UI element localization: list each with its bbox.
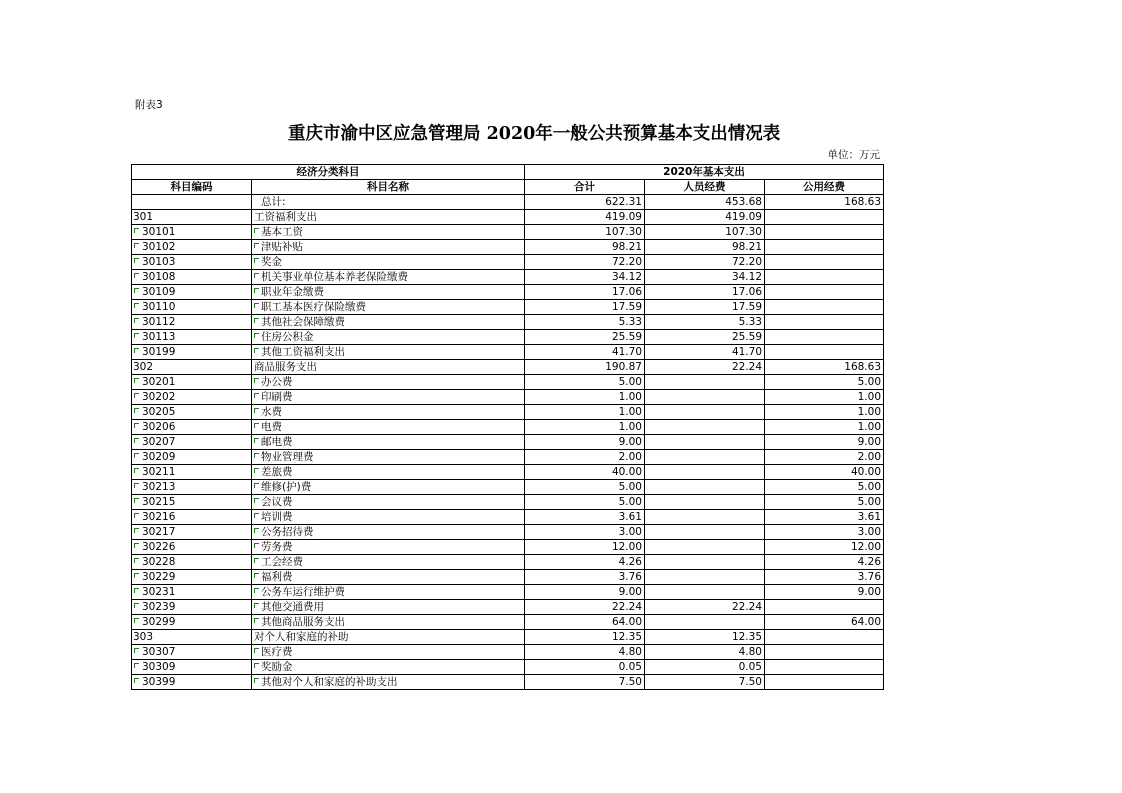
cell-code: 30109 (132, 285, 252, 300)
unit-label: 单位：万元 (827, 149, 880, 161)
cell-public: 5.00 (765, 375, 884, 390)
cell-code: 30108 (132, 270, 252, 285)
cell-personnel: 4.80 (645, 645, 765, 660)
cell-total: 12.35 (525, 630, 645, 645)
cell-name: 办公费 (252, 375, 525, 390)
table-row (132, 495, 884, 510)
cell-name: 工资福利支出 (252, 210, 525, 225)
cell-code: 30239 (132, 600, 252, 615)
table-row (132, 540, 884, 555)
cell-name: 其他社会保障缴费 (252, 315, 525, 330)
cell-code: 30201 (132, 375, 252, 390)
cell-code: 30202 (132, 390, 252, 405)
cell-personnel (645, 375, 765, 390)
cell-public: 2.00 (765, 450, 884, 465)
cell-personnel: 7.50 (645, 675, 765, 690)
table-row (132, 345, 884, 360)
header-name: 科目名称 (252, 180, 525, 195)
cell-public: 3.61 (765, 510, 884, 525)
cell-personnel (645, 465, 765, 480)
cell-total: 5.33 (525, 315, 645, 330)
table-row (132, 330, 884, 345)
cell-public (765, 645, 884, 660)
cell-personnel (645, 480, 765, 495)
table-row (132, 645, 884, 660)
cell-personnel (645, 390, 765, 405)
cell-total: 34.12 (525, 270, 645, 285)
cell-personnel: 453.68 (645, 195, 765, 210)
cell-public (765, 255, 884, 270)
cell-code: 30103 (132, 255, 252, 270)
cell-public (765, 630, 884, 645)
cell-code: 303 (132, 630, 252, 645)
cell-public (765, 330, 884, 345)
cell-personnel: 41.70 (645, 345, 765, 360)
cell-personnel: 12.35 (645, 630, 765, 645)
cell-name: 职工基本医疗保险缴费 (252, 300, 525, 315)
cell-name: 印刷费 (252, 390, 525, 405)
table-row (132, 465, 884, 480)
cell-public (765, 345, 884, 360)
cell-name: 机关事业单位基本养老保险缴费 (252, 270, 525, 285)
cell-total: 622.31 (525, 195, 645, 210)
cell-public (765, 300, 884, 315)
cell-total: 5.00 (525, 375, 645, 390)
cell-public: 3.76 (765, 570, 884, 585)
cell-total: 17.59 (525, 300, 645, 315)
cell-code: 30215 (132, 495, 252, 510)
cell-total: 22.24 (525, 600, 645, 615)
cell-total: 72.20 (525, 255, 645, 270)
cell-code: 30206 (132, 420, 252, 435)
cell-total: 7.50 (525, 675, 645, 690)
cell-personnel: 25.59 (645, 330, 765, 345)
header-code: 科目编码 (132, 180, 252, 195)
cell-personnel: 34.12 (645, 270, 765, 285)
table-row (132, 510, 884, 525)
cell-total: 0.05 (525, 660, 645, 675)
cell-name: 医疗费 (252, 645, 525, 660)
cell-name: 商品服务支出 (252, 360, 525, 375)
cell-personnel (645, 555, 765, 570)
table-row (132, 195, 884, 210)
cell-code: 30211 (132, 465, 252, 480)
cell-personnel (645, 615, 765, 630)
cell-code: 30226 (132, 540, 252, 555)
table-row (132, 555, 884, 570)
table-row (132, 315, 884, 330)
cell-public: 168.63 (765, 195, 884, 210)
cell-code: 30199 (132, 345, 252, 360)
table-row (132, 435, 884, 450)
cell-name: 其他交通费用 (252, 600, 525, 615)
cell-code: 30102 (132, 240, 252, 255)
cell-public: 12.00 (765, 540, 884, 555)
cell-total: 107.30 (525, 225, 645, 240)
cell-total: 1.00 (525, 390, 645, 405)
cell-total: 40.00 (525, 465, 645, 480)
cell-name: 奖金 (252, 255, 525, 270)
cell-public (765, 225, 884, 240)
cell-name: 培训费 (252, 510, 525, 525)
cell-code (132, 195, 252, 210)
table-row (132, 390, 884, 405)
cell-total: 9.00 (525, 585, 645, 600)
cell-code: 302 (132, 360, 252, 375)
cell-personnel (645, 420, 765, 435)
cell-total: 64.00 (525, 615, 645, 630)
cell-public: 5.00 (765, 480, 884, 495)
cell-public: 9.00 (765, 585, 884, 600)
cell-personnel: 5.33 (645, 315, 765, 330)
cell-personnel: 22.24 (645, 600, 765, 615)
cell-name: 对个人和家庭的补助 (252, 630, 525, 645)
cell-personnel: 0.05 (645, 660, 765, 675)
cell-name: 其他商品服务支出 (252, 615, 525, 630)
cell-personnel (645, 585, 765, 600)
table-body (132, 195, 884, 690)
cell-personnel (645, 495, 765, 510)
cell-personnel: 17.06 (645, 285, 765, 300)
table-row (132, 585, 884, 600)
table-row (132, 255, 884, 270)
table-row (132, 675, 884, 690)
table-row (132, 615, 884, 630)
cell-total: 41.70 (525, 345, 645, 360)
header-public: 公用经费 (765, 180, 884, 195)
table-row (132, 225, 884, 240)
page-title: 重庆市渝中区应急管理局 2020年一般公共预算基本支出情况表 (288, 124, 781, 144)
cell-public (765, 675, 884, 690)
cell-public: 64.00 (765, 615, 884, 630)
cell-personnel (645, 435, 765, 450)
cell-name: 津贴补贴 (252, 240, 525, 255)
table-row (132, 660, 884, 675)
cell-name: 公务招待费 (252, 525, 525, 540)
cell-name: 维修(护)费 (252, 480, 525, 495)
cell-total: 3.76 (525, 570, 645, 585)
table-row (132, 285, 884, 300)
cell-name: 福利费 (252, 570, 525, 585)
cell-total: 4.80 (525, 645, 645, 660)
cell-public (765, 315, 884, 330)
cell-personnel (645, 525, 765, 540)
cell-code: 30231 (132, 585, 252, 600)
cell-public: 40.00 (765, 465, 884, 480)
cell-public: 4.26 (765, 555, 884, 570)
cell-name: 会议费 (252, 495, 525, 510)
cell-personnel (645, 570, 765, 585)
cell-personnel: 22.24 (645, 360, 765, 375)
cell-public: 5.00 (765, 495, 884, 510)
cell-total: 1.00 (525, 420, 645, 435)
cell-code: 30309 (132, 660, 252, 675)
cell-code: 301 (132, 210, 252, 225)
cell-code: 30213 (132, 480, 252, 495)
cell-total: 98.21 (525, 240, 645, 255)
cell-personnel: 419.09 (645, 210, 765, 225)
table-row (132, 420, 884, 435)
cell-total: 12.00 (525, 540, 645, 555)
header-basic-2020: 2020年基本支出 (525, 165, 884, 180)
cell-name: 邮电费 (252, 435, 525, 450)
cell-public (765, 240, 884, 255)
table-row (132, 210, 884, 225)
table-row (132, 240, 884, 255)
cell-public (765, 210, 884, 225)
table-row (132, 525, 884, 540)
cell-code: 30209 (132, 450, 252, 465)
cell-public: 168.63 (765, 360, 884, 375)
cell-total: 5.00 (525, 480, 645, 495)
cell-code: 30229 (132, 570, 252, 585)
table-row (132, 405, 884, 420)
cell-public: 1.00 (765, 390, 884, 405)
cell-total: 3.00 (525, 525, 645, 540)
header-personnel: 人员经费 (645, 180, 765, 195)
header-total: 合计 (525, 180, 645, 195)
cell-name: 基本工资 (252, 225, 525, 240)
cell-personnel: 98.21 (645, 240, 765, 255)
cell-public (765, 285, 884, 300)
cell-name: 差旅费 (252, 465, 525, 480)
table-row (132, 270, 884, 285)
cell-total: 5.00 (525, 495, 645, 510)
cell-personnel: 72.20 (645, 255, 765, 270)
cell-total: 17.06 (525, 285, 645, 300)
cell-code: 30112 (132, 315, 252, 330)
cell-total: 25.59 (525, 330, 645, 345)
cell-public: 3.00 (765, 525, 884, 540)
table-row (132, 360, 884, 375)
cell-code: 30207 (132, 435, 252, 450)
cell-public: 1.00 (765, 405, 884, 420)
cell-public: 9.00 (765, 435, 884, 450)
cell-total: 4.26 (525, 555, 645, 570)
cell-code: 30299 (132, 615, 252, 630)
table-row (132, 300, 884, 315)
cell-personnel: 107.30 (645, 225, 765, 240)
cell-name: 公务车运行维护费 (252, 585, 525, 600)
cell-code: 30399 (132, 675, 252, 690)
cell-name: 总计: (252, 195, 525, 210)
cell-code: 30101 (132, 225, 252, 240)
cell-personnel (645, 510, 765, 525)
table-row (132, 630, 884, 645)
cell-name: 物业管理费 (252, 450, 525, 465)
table-row (132, 600, 884, 615)
cell-name: 水费 (252, 405, 525, 420)
cell-code: 30216 (132, 510, 252, 525)
cell-personnel: 17.59 (645, 300, 765, 315)
cell-name: 住房公积金 (252, 330, 525, 345)
cell-personnel (645, 405, 765, 420)
table-row (132, 480, 884, 495)
cell-public: 1.00 (765, 420, 884, 435)
cell-total: 190.87 (525, 360, 645, 375)
cell-personnel (645, 450, 765, 465)
cell-total: 3.61 (525, 510, 645, 525)
cell-name: 奖励金 (252, 660, 525, 675)
header-econ-class: 经济分类科目 (132, 165, 525, 180)
cell-code: 30217 (132, 525, 252, 540)
cell-name: 其他对个人和家庭的补助支出 (252, 675, 525, 690)
attachment-label: 附表3 (135, 99, 163, 111)
cell-public (765, 600, 884, 615)
budget-table (131, 164, 884, 690)
table-row (132, 375, 884, 390)
header-row-2 (132, 180, 884, 195)
cell-name: 电费 (252, 420, 525, 435)
cell-name: 工会经费 (252, 555, 525, 570)
cell-total: 2.00 (525, 450, 645, 465)
cell-name: 其他工资福利支出 (252, 345, 525, 360)
cell-code: 30205 (132, 405, 252, 420)
cell-public (765, 270, 884, 285)
cell-name: 劳务费 (252, 540, 525, 555)
cell-total: 9.00 (525, 435, 645, 450)
cell-code: 30110 (132, 300, 252, 315)
table-row (132, 450, 884, 465)
cell-name: 职业年金缴费 (252, 285, 525, 300)
table-row (132, 570, 884, 585)
cell-total: 1.00 (525, 405, 645, 420)
header-row-1 (132, 165, 884, 180)
cell-total: 419.09 (525, 210, 645, 225)
cell-code: 30228 (132, 555, 252, 570)
cell-public (765, 660, 884, 675)
cell-personnel (645, 540, 765, 555)
cell-code: 30307 (132, 645, 252, 660)
cell-code: 30113 (132, 330, 252, 345)
